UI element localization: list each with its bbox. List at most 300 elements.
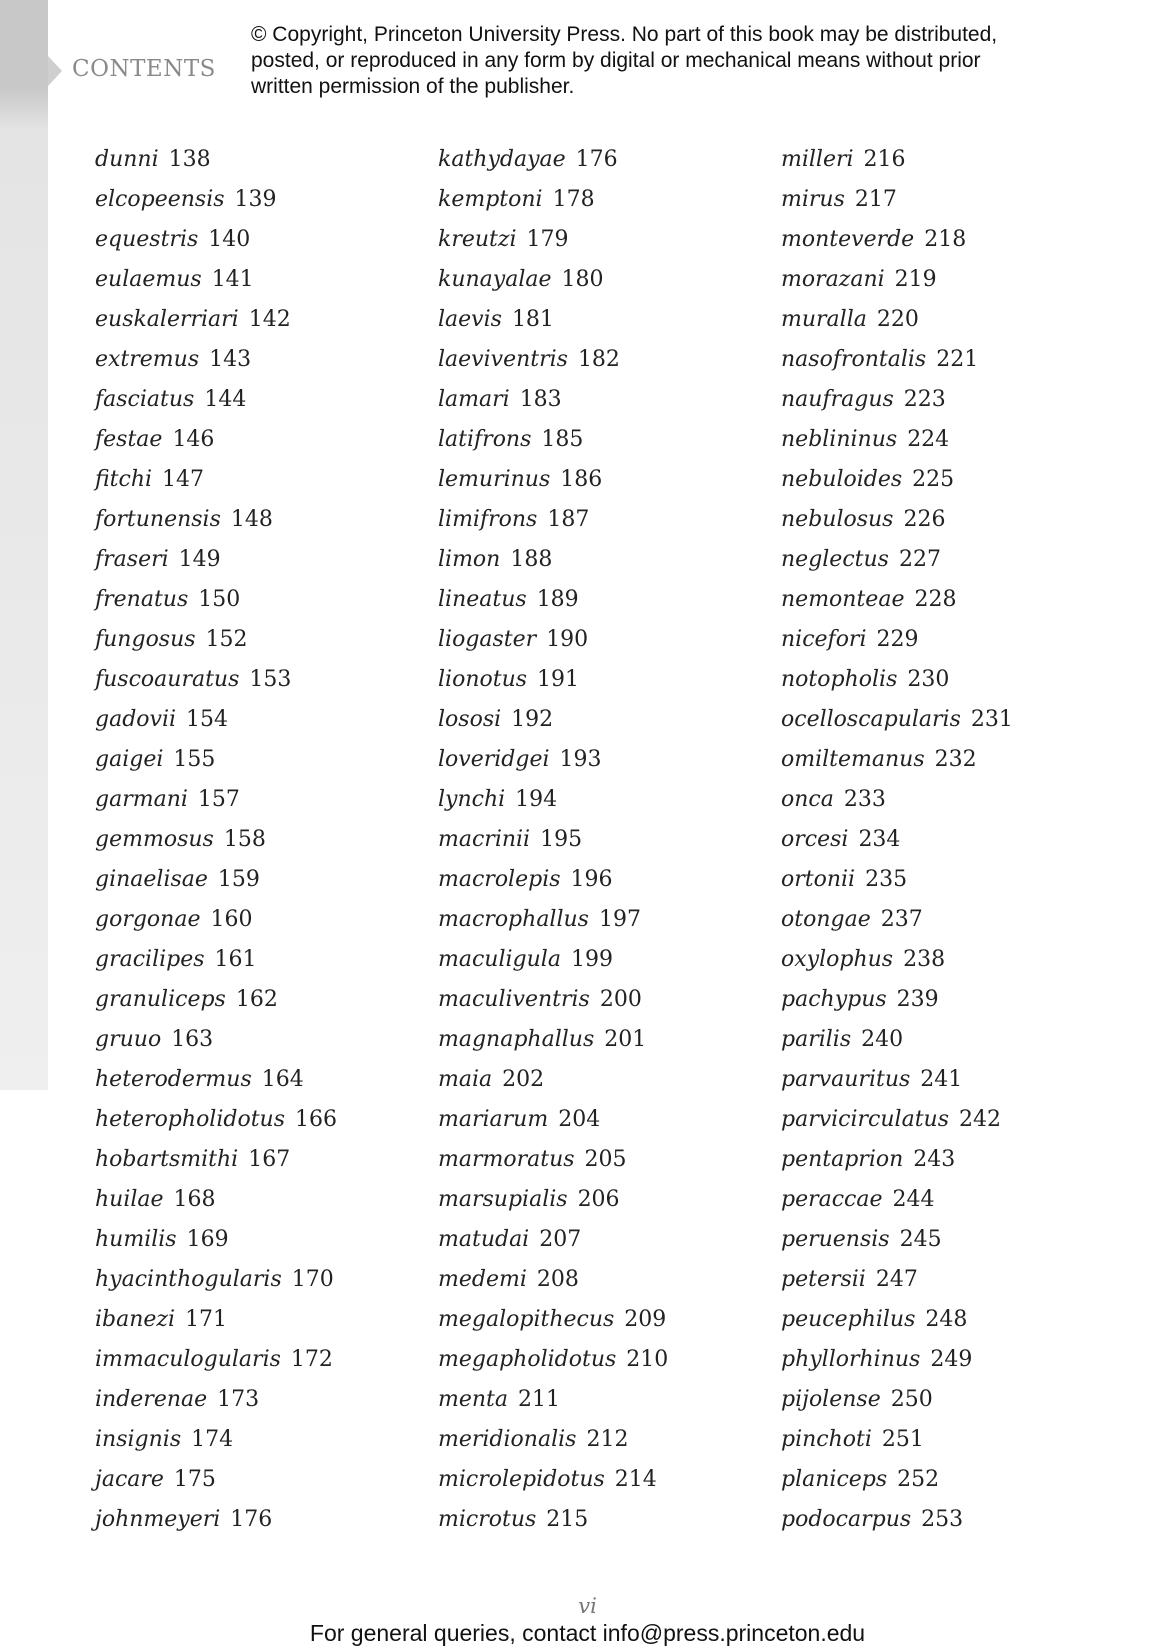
page-number: 180 [561, 267, 604, 292]
contents-entry [438, 1100, 668, 1140]
copyright-notice: © Copyright, Princeton University Press. No part of this book may be distributed, posted, or reproduced in any form by digital or mechanical means without prior written permission of the publisher. [251, 23, 998, 98]
page-number: 249 [930, 1347, 973, 1372]
species-name: heterodermus [95, 1067, 252, 1092]
page-number: 221 [936, 347, 979, 372]
species-name: otongae [781, 907, 871, 932]
species-name: fraseri [95, 547, 169, 572]
page-number: 247 [875, 1267, 918, 1292]
species-name: planiceps [781, 1467, 888, 1492]
page-number: 182 [577, 347, 620, 372]
page-number: 219 [894, 267, 937, 292]
species-name: gemmosus [95, 827, 214, 852]
page-number: 194 [515, 787, 558, 812]
species-name: gorgonae [95, 907, 201, 932]
page-number: 191 [537, 667, 580, 692]
contents-entry [781, 1460, 1013, 1500]
page-number: 244 [892, 1187, 935, 1212]
contents-entry [95, 1420, 337, 1460]
species-name: magnaphallus [438, 1027, 595, 1052]
contents-entry [781, 980, 1013, 1020]
contents-entry [438, 380, 668, 420]
species-name: macrolepis [438, 867, 561, 892]
species-name: dunni [95, 147, 159, 172]
species-name: pachypus [781, 987, 887, 1012]
species-name: parvauritus [781, 1067, 911, 1092]
page-number: 150 [198, 587, 241, 612]
contents-entry [95, 340, 337, 380]
species-name: heteropholidotus [95, 1107, 286, 1132]
page-number: 229 [876, 627, 919, 652]
species-name: lynchi [438, 787, 506, 812]
edge-tab-notch [48, 56, 62, 86]
page-number: 200 [599, 987, 642, 1012]
page-number: 226 [903, 507, 946, 532]
page-number: 214 [614, 1467, 657, 1492]
species-name: nemonteae [781, 587, 905, 612]
contents-entry [781, 1340, 1013, 1380]
contents-entry [95, 220, 337, 260]
species-name: ocelloscapularis [781, 707, 961, 732]
page-number: 172 [290, 1347, 333, 1372]
species-name: gadovii [95, 707, 177, 732]
contents-entry [438, 1340, 668, 1380]
species-name: megalopithecus [438, 1307, 615, 1332]
species-name: menta [438, 1387, 509, 1412]
page-number: 142 [248, 307, 291, 332]
species-name: megapholidotus [438, 1347, 617, 1372]
species-name: kreutzi [438, 227, 517, 252]
species-name: hyacinthogularis [95, 1267, 282, 1292]
page-number: 162 [235, 987, 278, 1012]
contents-entry [438, 420, 668, 460]
page-number: 140 [208, 227, 251, 252]
page-number: 208 [536, 1267, 579, 1292]
contents-entry [781, 780, 1013, 820]
species-name: muralla [781, 307, 867, 332]
page-number: 230 [907, 667, 950, 692]
page-number: 235 [865, 867, 908, 892]
page-number: 139 [234, 187, 277, 212]
species-name: loveridgei [438, 747, 550, 772]
page-number: 202 [502, 1067, 545, 1092]
contents-entry [781, 1100, 1013, 1140]
contents-entry [781, 1140, 1013, 1180]
page-number: 161 [214, 947, 257, 972]
contents-entry [438, 1260, 668, 1300]
species-name: maculiventris [438, 987, 590, 1012]
contents-entry [95, 1180, 337, 1220]
page-number: 242 [959, 1107, 1001, 1132]
page-folio: vi [578, 1594, 597, 1618]
contents-entry [95, 700, 337, 740]
contents-entry [95, 1380, 337, 1420]
contents-entry [781, 300, 1013, 340]
contents-entry [781, 860, 1013, 900]
edge-tab [0, 0, 48, 1090]
page-number: 253 [921, 1507, 964, 1532]
page-number: 178 [552, 187, 595, 212]
contents-entry [95, 900, 337, 940]
species-name: neblininus [781, 427, 898, 452]
contents-entry [781, 380, 1013, 420]
contents-entry [438, 620, 668, 660]
contents-entry [438, 540, 668, 580]
species-name: kunayalae [438, 267, 552, 292]
contents-entry [781, 1220, 1013, 1260]
page-number: 211 [518, 1387, 561, 1412]
page-number: 197 [598, 907, 641, 932]
contents-entry [781, 140, 1013, 180]
contents-entry [95, 860, 337, 900]
contents-entry [438, 460, 668, 500]
contents-entry [438, 700, 668, 740]
species-name: naufragus [781, 387, 894, 412]
page-number: 239 [896, 987, 939, 1012]
species-name: peraccae [781, 1187, 883, 1212]
species-name: maculigula [438, 947, 561, 972]
contents-entry [438, 1380, 668, 1420]
page-number: 241 [920, 1067, 963, 1092]
species-name: parilis [781, 1027, 852, 1052]
contents-entry [95, 740, 337, 780]
page-number: 181 [511, 307, 554, 332]
page-number: 157 [197, 787, 240, 812]
contents-entry [438, 740, 668, 780]
page-number: 168 [173, 1187, 216, 1212]
contents-entry [95, 500, 337, 540]
contents-entry [95, 140, 337, 180]
species-name: nebulosus [781, 507, 894, 532]
contents-entry [95, 820, 337, 860]
contents-entry [95, 300, 337, 340]
contents-entry [438, 820, 668, 860]
page-number: 153 [249, 667, 292, 692]
species-name: nebuloides [781, 467, 903, 492]
contents-entry [95, 780, 337, 820]
contents-entry [781, 260, 1013, 300]
contents-entry [95, 580, 337, 620]
species-name: frenatus [95, 587, 189, 612]
contents-column-2 [438, 140, 668, 1540]
page-number: 251 [881, 1427, 924, 1452]
page-number: 204 [558, 1107, 601, 1132]
page-number: 193 [559, 747, 602, 772]
page-number: 169 [186, 1227, 229, 1252]
species-name: ibanezi [95, 1307, 176, 1332]
species-name: podocarpus [781, 1507, 912, 1532]
species-name: insignis [95, 1427, 182, 1452]
contents-entry [781, 940, 1013, 980]
species-name: fasciatus [95, 387, 195, 412]
species-name: mariarum [438, 1107, 549, 1132]
page-number: 141 [211, 267, 254, 292]
contents-column-1 [95, 140, 337, 1540]
page-number: 179 [526, 227, 569, 252]
page-number: 167 [248, 1147, 291, 1172]
contents-entry [781, 1180, 1013, 1220]
contents-entry [95, 1060, 337, 1100]
page-number: 227 [898, 547, 941, 572]
contents-entry [438, 500, 668, 540]
species-name: gracilipes [95, 947, 205, 972]
species-name: matudai [438, 1227, 530, 1252]
species-name: johnmeyeri [95, 1507, 221, 1532]
contents-column-3 [781, 140, 1013, 1540]
page-number: 192 [511, 707, 554, 732]
species-name: lososi [438, 707, 502, 732]
page-number: 143 [209, 347, 252, 372]
species-name: pentaprion [781, 1147, 904, 1172]
page-number: 190 [546, 627, 589, 652]
species-name: granuliceps [95, 987, 226, 1012]
contents-entry [438, 1420, 668, 1460]
species-name: elcopeensis [95, 187, 225, 212]
contents-entry [781, 660, 1013, 700]
species-name: microtus [438, 1507, 537, 1532]
page-number: 173 [217, 1387, 260, 1412]
species-name: gaigei [95, 747, 164, 772]
page-number: 252 [897, 1467, 940, 1492]
page-number: 187 [547, 507, 590, 532]
contents-entry [438, 1020, 668, 1060]
contents-entry [438, 660, 668, 700]
species-name: limon [438, 547, 501, 572]
contents-entry [438, 780, 668, 820]
contents-entry [438, 300, 668, 340]
page-number: 188 [510, 547, 553, 572]
contents-entry [781, 1260, 1013, 1300]
page-number: 220 [876, 307, 919, 332]
species-name: fortunensis [95, 507, 221, 532]
species-name: peruensis [781, 1227, 890, 1252]
contents-entry [95, 1340, 337, 1380]
species-name: peucephilus [781, 1307, 916, 1332]
contents-entry [438, 1140, 668, 1180]
species-name: macrinii [438, 827, 531, 852]
page-number: 201 [604, 1027, 647, 1052]
page-number: 245 [899, 1227, 942, 1252]
species-name: garmani [95, 787, 188, 812]
contents-entry [781, 540, 1013, 580]
contents-entry [438, 1500, 668, 1540]
species-name: phyllorhinus [781, 1347, 921, 1372]
page-number: 176 [230, 1507, 273, 1532]
species-name: milleri [781, 147, 854, 172]
page-number: 233 [843, 787, 886, 812]
species-name: huilae [95, 1187, 164, 1212]
contents-entry [781, 220, 1013, 260]
contents-entry [438, 220, 668, 260]
species-name: immaculogularis [95, 1347, 281, 1372]
contents-entry [95, 420, 337, 460]
page-number: 231 [970, 707, 1013, 732]
page-number: 234 [858, 827, 901, 852]
contents-entry [781, 820, 1013, 860]
page-number: 174 [191, 1427, 234, 1452]
page-number: 210 [626, 1347, 669, 1372]
species-name: inderenae [95, 1387, 208, 1412]
species-name: equestris [95, 227, 199, 252]
contents-entry [95, 940, 337, 980]
page-number: 223 [903, 387, 946, 412]
page-number: 224 [907, 427, 950, 452]
page-number: 189 [536, 587, 579, 612]
running-head: CONTENTS [72, 56, 216, 82]
page-number: 209 [624, 1307, 667, 1332]
species-name: hobartsmithi [95, 1147, 239, 1172]
page-number: 240 [861, 1027, 904, 1052]
page-number: 212 [586, 1427, 629, 1452]
contents-entry [438, 1060, 668, 1100]
page-number: 148 [230, 507, 273, 532]
contents-entry [781, 1060, 1013, 1100]
species-name: euskalerriari [95, 307, 239, 332]
species-name: morazani [781, 267, 885, 292]
species-name: humilis [95, 1227, 177, 1252]
contents-entry [781, 500, 1013, 540]
contents-entry [781, 900, 1013, 940]
contents-entry [438, 180, 668, 220]
species-name: meridionalis [438, 1427, 577, 1452]
contents-entry [781, 340, 1013, 380]
contents-entry [438, 1220, 668, 1260]
contents-entry [438, 140, 668, 180]
contents-entry [438, 900, 668, 940]
species-name: limifrons [438, 507, 538, 532]
species-name: eulaemus [95, 267, 202, 292]
page-number: 225 [912, 467, 955, 492]
page-number: 166 [295, 1107, 338, 1132]
page-number: 217 [854, 187, 897, 212]
species-name: notopholis [781, 667, 898, 692]
page-number: 215 [546, 1507, 589, 1532]
page-number: 149 [178, 547, 221, 572]
species-name: lemurinus [438, 467, 551, 492]
contents-entry [95, 1100, 337, 1140]
contents-entry [781, 1020, 1013, 1060]
contents-entry [781, 1500, 1013, 1540]
page-number: 144 [204, 387, 247, 412]
contents-entry [781, 740, 1013, 780]
species-name: macrophallus [438, 907, 589, 932]
contents-entry [438, 260, 668, 300]
contents-entry [438, 340, 668, 380]
species-name: microlepidotus [438, 1467, 605, 1492]
contents-entry [781, 580, 1013, 620]
species-name: petersii [781, 1267, 866, 1292]
page-number: 186 [560, 467, 603, 492]
contents-entry [95, 620, 337, 660]
page-number: 171 [185, 1307, 228, 1332]
species-name: laeviventris [438, 347, 568, 372]
page-number: 218 [924, 227, 967, 252]
species-name: latifrons [438, 427, 532, 452]
page-number: 158 [223, 827, 266, 852]
page-number: 237 [880, 907, 923, 932]
page-number: 199 [570, 947, 613, 972]
page-number: 196 [570, 867, 613, 892]
species-name: orcesi [781, 827, 849, 852]
page-number: 250 [890, 1387, 933, 1412]
contents-entry [95, 180, 337, 220]
contents-entry [438, 1460, 668, 1500]
species-name: monteverde [781, 227, 915, 252]
page-number: 159 [217, 867, 260, 892]
species-name: marsupialis [438, 1187, 568, 1212]
page-number: 216 [863, 147, 906, 172]
species-name: maia [438, 1067, 493, 1092]
contents-entry [95, 1500, 337, 1540]
page-number: 232 [934, 747, 977, 772]
contents-entry [781, 700, 1013, 740]
contents-entry [95, 260, 337, 300]
contents-entry [95, 1220, 337, 1260]
page-number: 155 [173, 747, 216, 772]
page-number: 138 [168, 147, 211, 172]
page-number: 154 [186, 707, 229, 732]
page-number: 175 [173, 1467, 216, 1492]
contents-entry [95, 980, 337, 1020]
contents-entry [781, 460, 1013, 500]
species-name: oxylophus [781, 947, 894, 972]
contents-entry [438, 1300, 668, 1340]
species-name: ginaelisae [95, 867, 208, 892]
species-name: nicefori [781, 627, 867, 652]
contents-entry [438, 1180, 668, 1220]
page-number: 248 [925, 1307, 968, 1332]
species-name: kemptoni [438, 187, 543, 212]
species-name: ortonii [781, 867, 856, 892]
species-name: medemi [438, 1267, 527, 1292]
species-name: marmoratus [438, 1147, 575, 1172]
species-name: pijolense [781, 1387, 881, 1412]
species-name: festae [95, 427, 163, 452]
page-number: 207 [539, 1227, 582, 1252]
contents-entry [95, 380, 337, 420]
contents-entry [438, 580, 668, 620]
page-number: 146 [172, 427, 215, 452]
contents-entry [438, 860, 668, 900]
contents-entry [95, 1300, 337, 1340]
species-name: mirus [781, 187, 845, 212]
species-name: onca [781, 787, 834, 812]
contents-entry [781, 180, 1013, 220]
page-number: 176 [575, 147, 618, 172]
page-number: 147 [162, 467, 205, 492]
species-name: laevis [438, 307, 502, 332]
page-number: 243 [913, 1147, 956, 1172]
page-number: 163 [171, 1027, 214, 1052]
species-name: liogaster [438, 627, 537, 652]
species-name: jacare [95, 1467, 164, 1492]
contents-entry [781, 1380, 1013, 1420]
contents-entry [781, 1300, 1013, 1340]
contents-entry [95, 1020, 337, 1060]
contents-entry [781, 420, 1013, 460]
page-number: 238 [903, 947, 946, 972]
contents-entry [95, 1140, 337, 1180]
page-number: 205 [584, 1147, 627, 1172]
species-name: lineatus [438, 587, 527, 612]
page-number: 152 [205, 627, 248, 652]
page-number: 164 [261, 1067, 304, 1092]
contents-entry [781, 620, 1013, 660]
contents-entry [95, 1260, 337, 1300]
species-name: kathydayae [438, 147, 566, 172]
species-name: fungosus [95, 627, 196, 652]
species-name: omiltemanus [781, 747, 925, 772]
species-name: neglectus [781, 547, 889, 572]
